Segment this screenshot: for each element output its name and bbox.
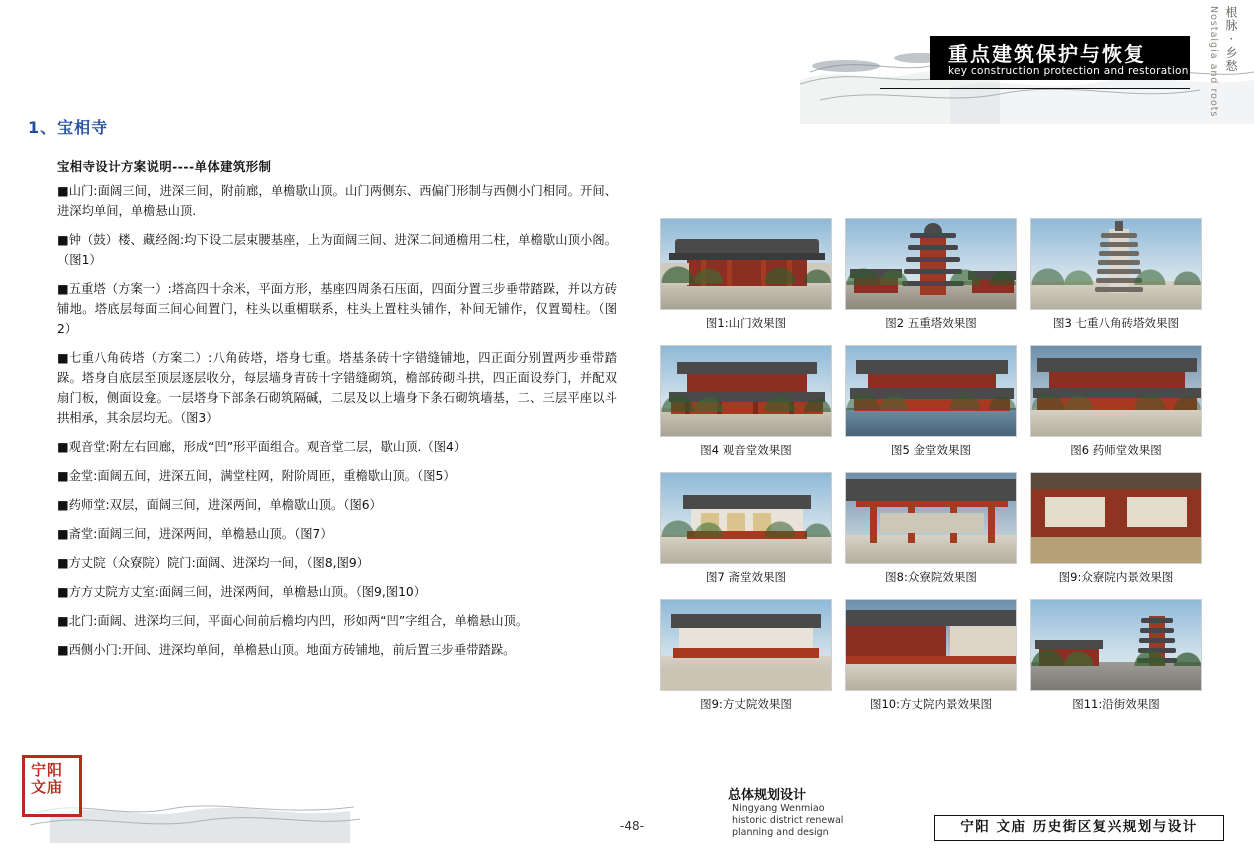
gallery-row bbox=[660, 218, 1204, 339]
description-paragraph: ■北门:面阔、进深均三间，平面心间前后檐均内凹，形如两“凹”字组合，单檐悬山顶。 bbox=[57, 614, 529, 628]
gallery-caption: 图5 金堂效果图 bbox=[891, 443, 971, 457]
gallery-caption: 图6 药师堂效果图 bbox=[1070, 443, 1162, 457]
gallery-item bbox=[1030, 218, 1202, 339]
vertical-brand-en: Nostalgia and roots bbox=[1208, 6, 1219, 118]
header-title-cn: 重点建筑保护与恢复 bbox=[948, 42, 1146, 66]
section-title: 1、宝相寺 bbox=[28, 118, 109, 137]
description-paragraph: ■斋堂:面阔三间，进深两间，单檐悬山顶。（图7） bbox=[57, 527, 333, 541]
description-paragraph: ■方方丈院方丈室:面阔三间，进深两间，单檐悬山顶。（图9,图10） bbox=[57, 585, 427, 599]
description-paragraph: ■金堂:面阔五间，进深五间，满堂柱网，附阶周匝，重檐歇山顶。（图5） bbox=[57, 469, 456, 483]
footer-project-en: Ningyang Wenmiao historic district renewal planning and design bbox=[732, 803, 844, 838]
header-title-en: key construction protection and restoration bbox=[948, 65, 1189, 77]
description-paragraph: ■观音堂:附左右回廊，形成“凹”形平面组合。观音堂二层，歇山顶.（图4） bbox=[57, 440, 467, 454]
gallery-row bbox=[660, 599, 1204, 720]
rendering-gallery bbox=[660, 218, 1204, 726]
gallery-item bbox=[660, 218, 832, 339]
gallery-caption: 图9:方丈院效果图 bbox=[700, 697, 792, 711]
rendering-image-fangzhang[interactable] bbox=[660, 599, 832, 691]
gallery-item bbox=[845, 599, 1017, 720]
description-paragraph: ■五重塔（方案一）:塔高四十余米，平面方形，基座四周条石压面，四面分置三步垂带踏跺，并以方砖铺地。塔底层每面三间心间置门，柱头以重楣联系，柱头上置柱头铺作，补间无铺作，仅置蜀柱。（图2） bbox=[57, 282, 617, 336]
page-header bbox=[0, 0, 1254, 130]
header-rule bbox=[880, 88, 1190, 89]
gallery-caption: 图9:众寮院内景效果图 bbox=[1058, 570, 1174, 584]
gallery-item bbox=[1030, 472, 1202, 593]
page-number: -48- bbox=[620, 819, 644, 833]
description-paragraph: ■西侧小门:开间、进深均单间，单檐悬山顶。地面方砖铺地，前后置三步垂带踏跺。 bbox=[57, 643, 516, 657]
gallery-caption: 图8:众寮院效果图 bbox=[885, 570, 977, 584]
seal-stamp: 宁阳 文庙 bbox=[22, 755, 82, 817]
gallery-item bbox=[845, 345, 1017, 466]
rendering-image-jintang[interactable] bbox=[845, 345, 1017, 437]
description-paragraph: ■药师堂:双层，面阔三间，进深两间，单檐歇山顶。（图6） bbox=[57, 498, 382, 512]
gallery-caption: 图3 七重八角砖塔效果图 bbox=[1053, 316, 1179, 330]
gallery-caption: 图2 五重塔效果图 bbox=[885, 316, 977, 330]
footer-project-cn: 总体规划设计 bbox=[728, 788, 807, 803]
gallery-item bbox=[1030, 345, 1202, 466]
gallery-row bbox=[660, 472, 1204, 593]
vertical-brand bbox=[1196, 6, 1240, 126]
rendering-image-zhongliao[interactable] bbox=[845, 472, 1017, 564]
rendering-image-pagoda5[interactable] bbox=[845, 218, 1017, 310]
gallery-caption: 图7 斋堂效果图 bbox=[706, 570, 786, 584]
gallery-item bbox=[845, 472, 1017, 593]
gallery-item bbox=[1030, 599, 1202, 720]
gallery-caption: 图11:沿街效果图 bbox=[1072, 697, 1160, 711]
description-paragraph: ■山门:面阔三间，进深三间，附前廊，单檐歇山顶。山门两侧东、西偏门形制与西侧小门相同。开间、进深均单间，单檐悬山顶. bbox=[57, 184, 617, 218]
gallery-item bbox=[660, 599, 832, 720]
rendering-image-zhongliao-interior[interactable] bbox=[1030, 472, 1202, 564]
description-paragraph: ■七重八角砖塔（方案二）:八角砖塔，塔身七重。塔基条砖十字错缝铺地，四正面分别置两步垂带踏跺。塔身自底层至顶层逐层收分，每层墙身青砖十字错缝砌筑，檐部砖砌斗拱，四正面设券门，并配双扇门板，侧面设龛。一层塔身下部条石砌筑隔碱，二层及以上墙身下条石砌筑墙基，二、三层平座以斗拱相承，其余层均无。（图3） bbox=[57, 351, 617, 425]
rendering-image-fangzhang-interior[interactable] bbox=[845, 599, 1017, 691]
description-paragraph: ■钟（鼓）楼、藏经阁:均下设二层束腰基座，上为面阔三间、进深二间通檐用二柱，单檐歇山顶小阁。（图1） bbox=[57, 233, 617, 267]
gallery-caption: 图1:山门效果图 bbox=[705, 316, 787, 330]
description-column bbox=[57, 157, 617, 669]
rendering-image-guanyin[interactable] bbox=[660, 345, 832, 437]
rendering-image-gate[interactable] bbox=[660, 218, 832, 310]
footer-title-box: 宁阳 文庙 历史街区复兴规划与设计 bbox=[934, 815, 1224, 841]
gallery-caption: 图4 观音堂效果图 bbox=[700, 443, 792, 457]
footer-project-label bbox=[728, 784, 928, 839]
vertical-brand-cn: 根脉 · 乡愁 bbox=[1224, 6, 1238, 73]
gallery-caption: 图10:方丈院内景效果图 bbox=[869, 697, 992, 711]
description-paragraph: ■方丈院（众寮院）院门:面阔、进深均一间，（图8,图9） bbox=[57, 556, 369, 570]
rendering-image-yaoshi[interactable] bbox=[1030, 345, 1202, 437]
gallery-item bbox=[660, 345, 832, 466]
gallery-item bbox=[845, 218, 1017, 339]
gallery-item bbox=[660, 472, 832, 593]
rendering-image-street[interactable] bbox=[1030, 599, 1202, 691]
gallery-row bbox=[660, 345, 1204, 466]
rendering-image-pagoda7[interactable] bbox=[1030, 218, 1202, 310]
description-lead: 宝相寺设计方案说明----单体建筑形制 bbox=[57, 160, 272, 174]
rendering-image-zhaitang[interactable] bbox=[660, 472, 832, 564]
